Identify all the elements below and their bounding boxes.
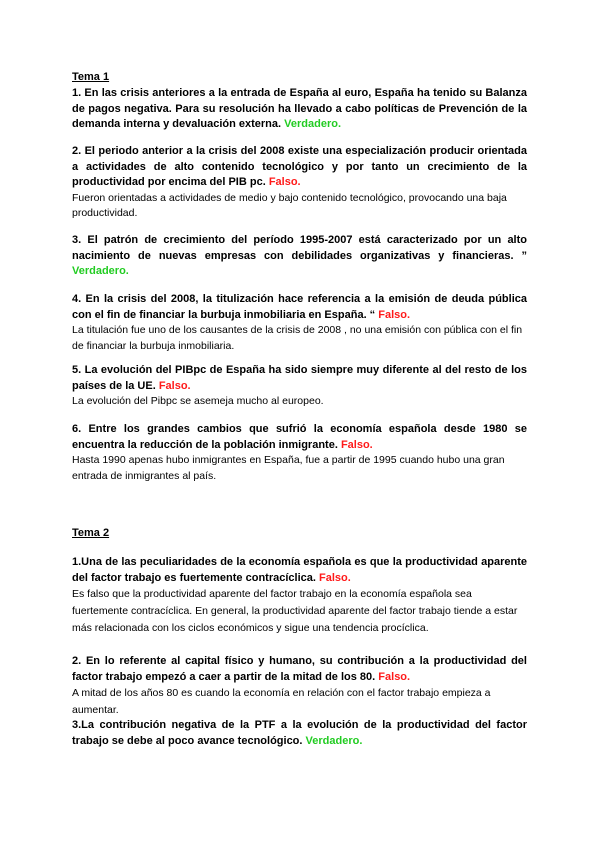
t1-item-3 — [72, 233, 527, 280]
tema-1-heading: Tema 1 — [72, 71, 110, 83]
t1-q6-explanation: Hasta 1990 apenas hubo inmigrantes en España, fue a partir de 1995 cuando hubo una gran entrada de inmigrantes al país. — [72, 454, 505, 482]
t1-q1-verdict: Verdadero. — [284, 118, 341, 130]
t1-q4-text: 4. En la crisis del 2008, la titulización hace referencia a la emisión de deuda pública con el fin de financiar la burbuja inmobiliaria en España. “ — [72, 293, 527, 321]
t1-q6-verdict: Falso. — [340, 438, 373, 451]
t1-q1-text: 1. En las crisis anteriores a la entrada de España al euro, España ha tenido su Balanza de pagos negativa. Para su resolución ha llevado a cabo políticas de Prevención de la demanda interna y devaluación externa. — [72, 87, 527, 130]
t1-q2-text: 2. El periodo anterior a la crisis del 2008 existe una especialización producir orientada a actividades de alto contenido tecnológico y por tanto un crecimiento de la productividad por encima del PIB pc. — [72, 145, 527, 188]
tema-2-heading: Tema 2 — [72, 527, 110, 539]
t1-q4-explanation: La titulación fue uno de los causantes de la crisis de 2008 , no una emisión con pública con el fin de financiar la burbuja inmobiliaria. — [72, 324, 523, 352]
t1-q5-text: 5. La evolución del PIBpc de España ha sido siempre muy diferente al del resto de los países de la UE. — [72, 364, 527, 392]
t2-q3-verdict: Verdadero. — [305, 734, 363, 747]
t1-q2-explanation: Fueron orientadas a actividades de medio y bajo contenido tecnológico, provocando una baja productividad. — [72, 191, 507, 219]
t1-q4-verdict: Falso. — [378, 308, 411, 321]
t1-item-6 — [72, 422, 527, 484]
t2-item-2 — [72, 654, 527, 719]
t1-q3-verdict: Verdadero. — [72, 265, 129, 277]
t2-q2-explanation: A mitad de los años 80 es cuando la economía en relación con el factor trabajo empieza a aumentar. — [72, 687, 491, 716]
t1-q2-verdict: Falso. — [268, 176, 301, 188]
t1-item-1 — [72, 86, 527, 133]
t2-q2-text: 2. En lo referente al capital físico y humano, su contribución a la productividad del factor trabajo empezó a caer a partir de la mitad de los 80. — [72, 655, 527, 683]
t2-item-1 — [72, 555, 527, 637]
t1-item-2 — [72, 144, 527, 222]
t1-q6-text: 6. Entre los grandes cambios que sufrió la economía española desde 1980 se encuentra la reducción de la población inmigrante. — [72, 423, 527, 451]
t2-item-3 — [72, 718, 527, 749]
t2-q3-text: 3.La contribución negativa de la PTF a la evolución de la productividad del factor trabajo se debe al poco avance tecnológico. — [72, 719, 527, 747]
t1-q5-explanation: La evolución del Pibpc se asemeja mucho al europeo. — [72, 395, 324, 407]
t2-q1-explanation: Es falso que la productividad aparente del factor trabajo en la economía española sea fuertemente contracíclica. En general, la productividad aparente del factor trabajo tiende a estar más relacionada con los ciclos económicos y sigue una tendencia procíclica. — [72, 588, 518, 634]
t1-q5-verdict: Falso. — [158, 379, 191, 392]
t1-q3-text: 3. El patrón de crecimiento del período 1995-2007 está caracterizado por un alto nacimiento de nuevas empresas con debilidades organizativas y financieras. ” — [72, 234, 527, 262]
t2-q1-text: 1.Una de las peculiaridades de la economía española es que la productividad aparente del factor trabajo es fuertemente contracíclica. — [72, 556, 527, 584]
t1-item-5 — [72, 363, 527, 410]
t2-q1-verdict: Falso. — [318, 571, 351, 584]
t1-item-4 — [72, 292, 527, 354]
t2-q2-verdict: Falso. — [378, 670, 411, 683]
